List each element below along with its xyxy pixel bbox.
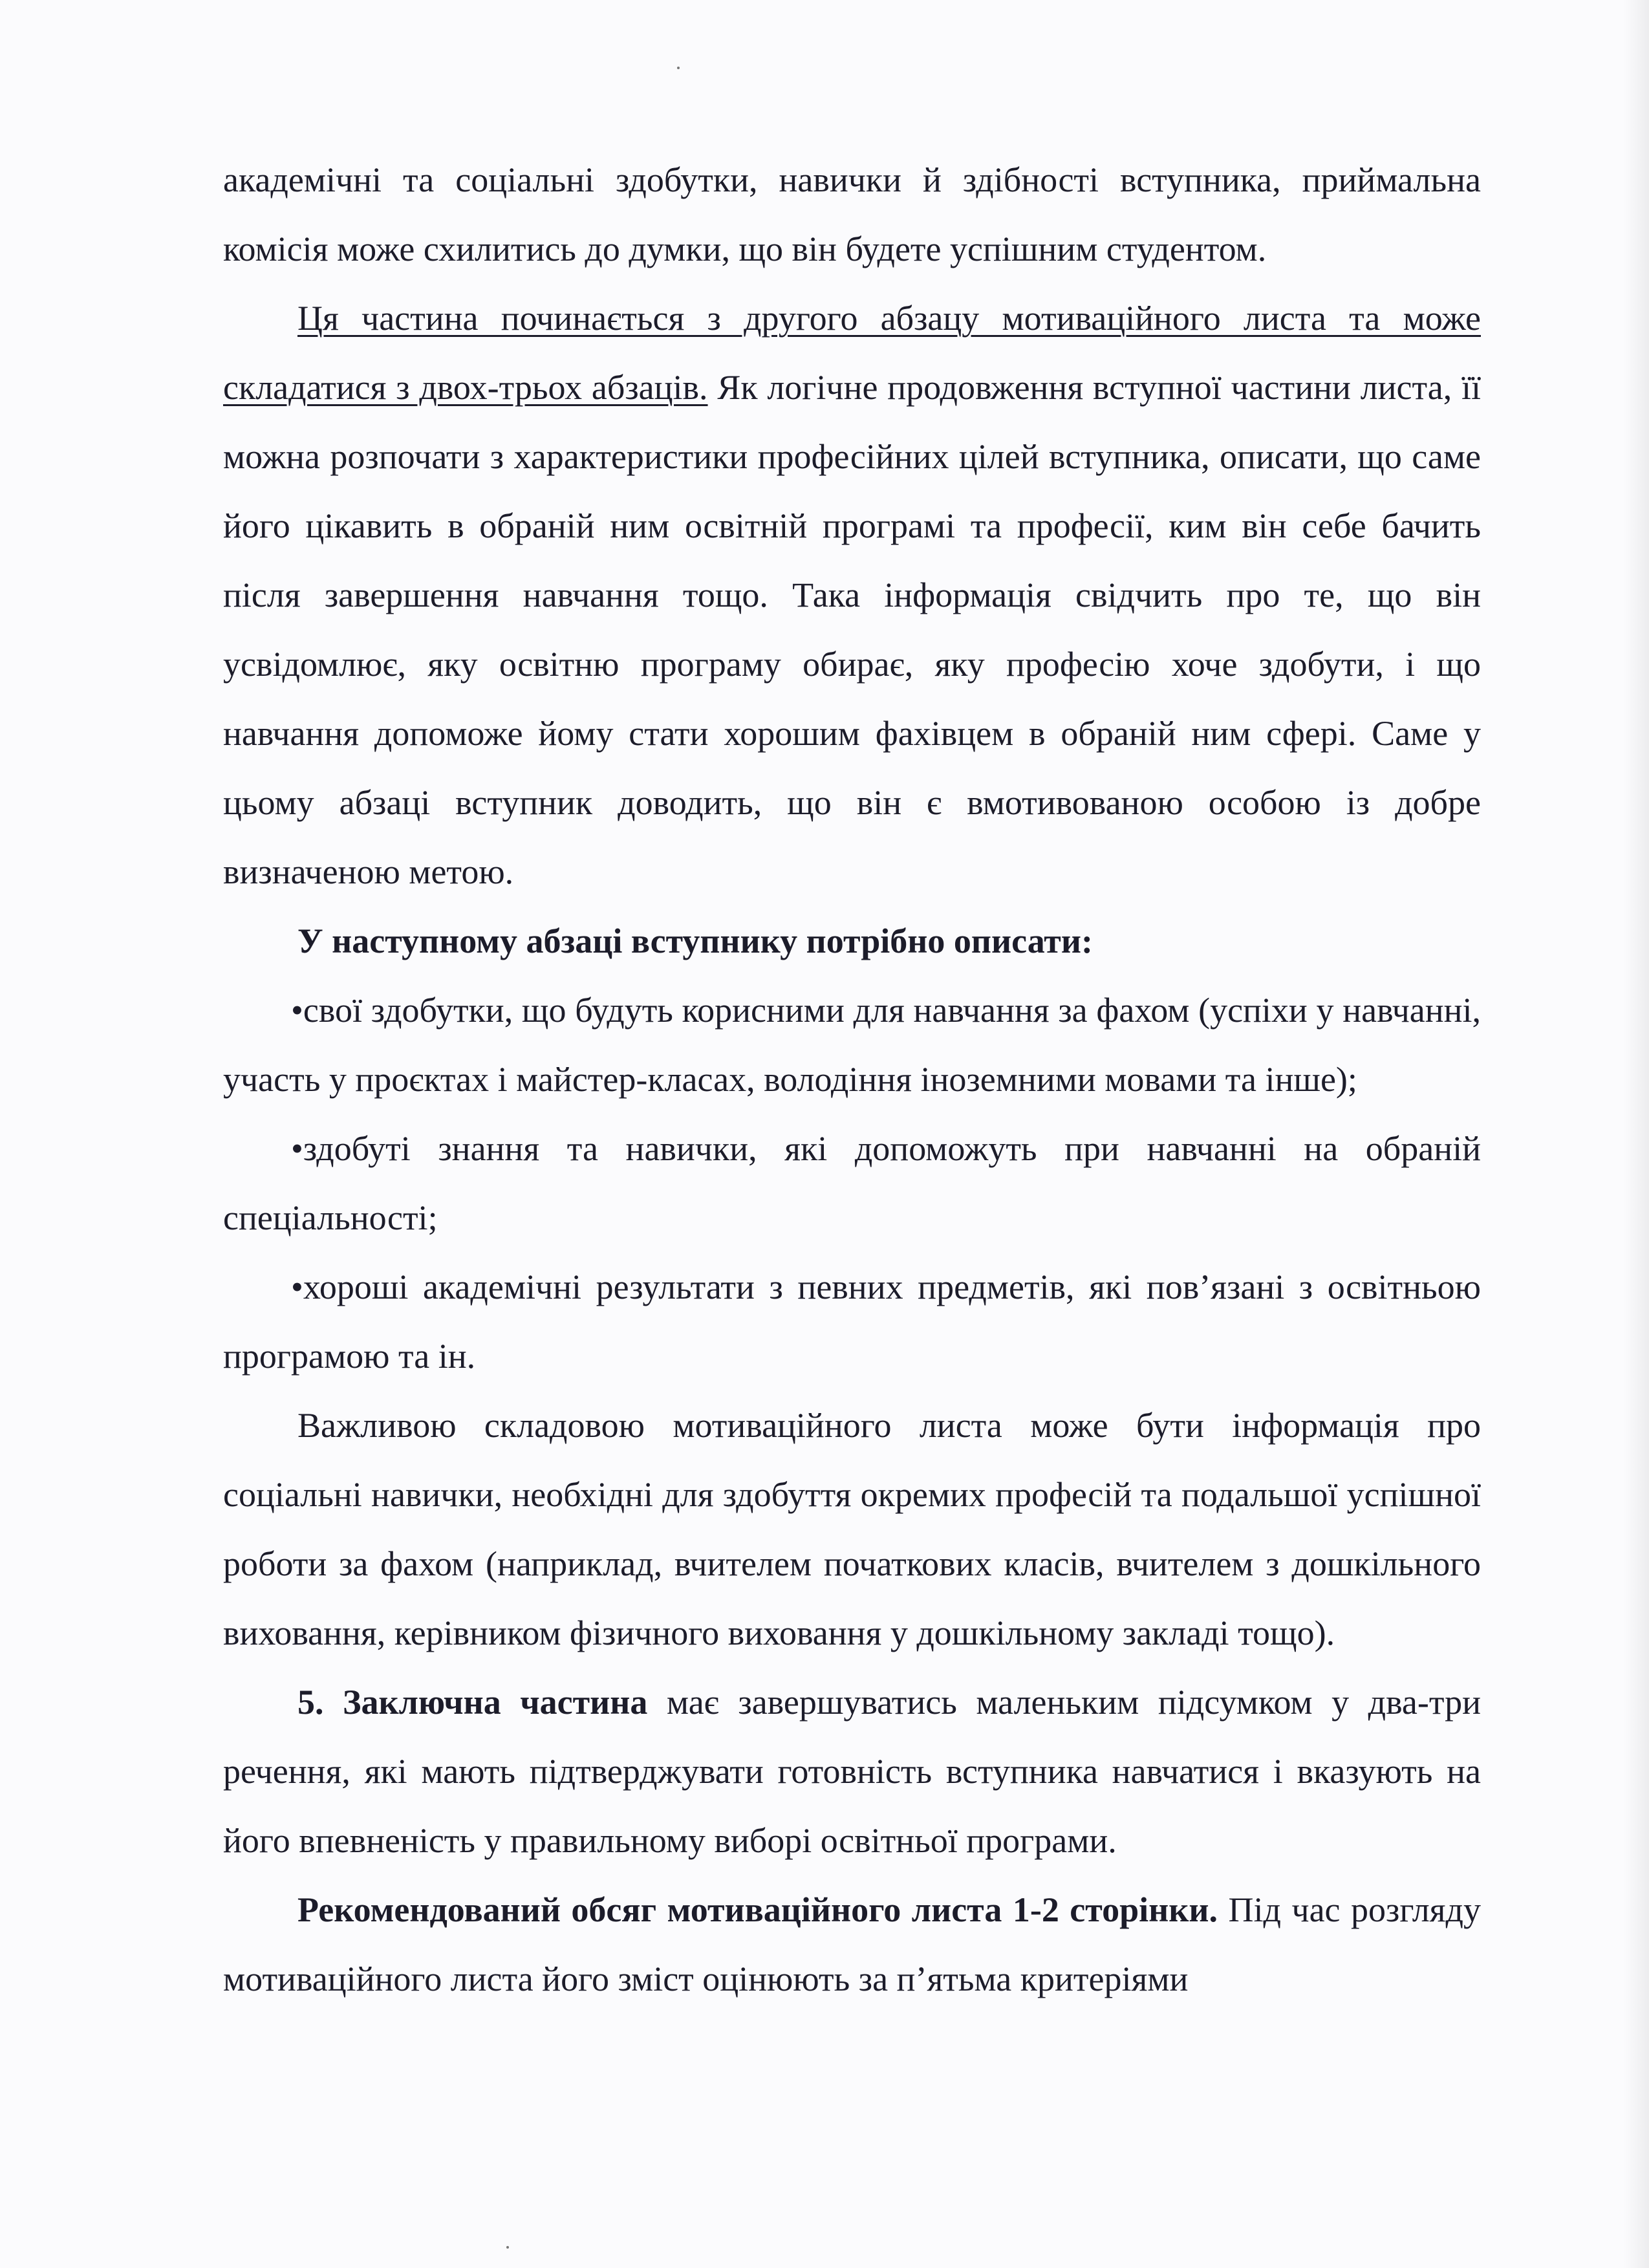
recommended-length-heading: Рекомендований обсяг мотиваційного листа 1-2 сторінки.	[297, 1890, 1218, 1929]
scan-speck	[506, 2246, 509, 2249]
scan-speck	[677, 67, 680, 69]
document-body	[223, 146, 1481, 2014]
page-edge-shadow	[1623, 0, 1649, 2268]
paragraph-intro-continuation: академічні та соціальні здобутки, навички й здібності вступника, приймальна комісія може схилитись до думки, що він будете успішним студентом.	[223, 160, 1481, 268]
bullet-item: •здобуті знання та навички, які допоможуть при навчанні на обраній спеціальності;	[223, 1129, 1481, 1237]
recommended-length-text: Під час розгляду мотиваційного листа його зміст оцінюють за п’ятьма критеріями	[223, 1890, 1481, 1998]
conclusion-heading: 5. Заключна частина	[297, 1683, 648, 1722]
paragraph-social-skills: Важливою складовою мотиваційного листа може бути інформація про соціальні навички, необхідні для здобуття окремих професій та подальшої успішної роботи за фахом (наприклад, вчителем початкових класів, вчителем з дошкільного виховання, керівником фізичного виховання у дошкільному закладі тощо).	[223, 1406, 1481, 1652]
paragraph-main-part-text: Як логічне продовження вступної частини листа, її можна розпочати з характеристики професійних цілей вступника, описати, що саме його цікавить в обраній ним освітній програмі та професії, ким він себе бачить після завершення навчання тощо. Така інформація свідчить про те, що він усвідомлює, яку освітню програму обирає, яку професію хоче здобути, і що навчання допоможе йому стати хорошим фахівцем в обраній ним сфері. Саме у цьому абзаці вступник доводить, що він є вмотивованою особою із добре визначеною метою.	[223, 368, 1482, 891]
paragraph-conclusion	[223, 1668, 1481, 1875]
conclusion-text: має завершуватись маленьким підсумком у два-три речення, які мають підтверджувати готовність вступника навчатися і вказують на його впевненість у правильному виборі освітньої програми.	[223, 1683, 1481, 1860]
underlined-sentence: Ця частина починається з другого абзацу мотиваційного листа та може складатися з двох-трьох абзаців.	[223, 299, 1481, 407]
paragraph-main-part	[223, 284, 1481, 907]
section-heading: У наступному абзаці вступнику потрібно описати:	[297, 922, 1093, 960]
bullet-item: •свої здобутки, що будуть корисними для навчання за фахом (успіхи у навчанні, участь у проєктах і майстер-класах, володіння іноземними мовами та інше);	[223, 991, 1481, 1099]
paragraph-recommended-length	[223, 1875, 1481, 2014]
bullet-item: •хороші академічні результати з певних предметів, які пов’язані з освітньою програмою та ін.	[223, 1268, 1481, 1376]
